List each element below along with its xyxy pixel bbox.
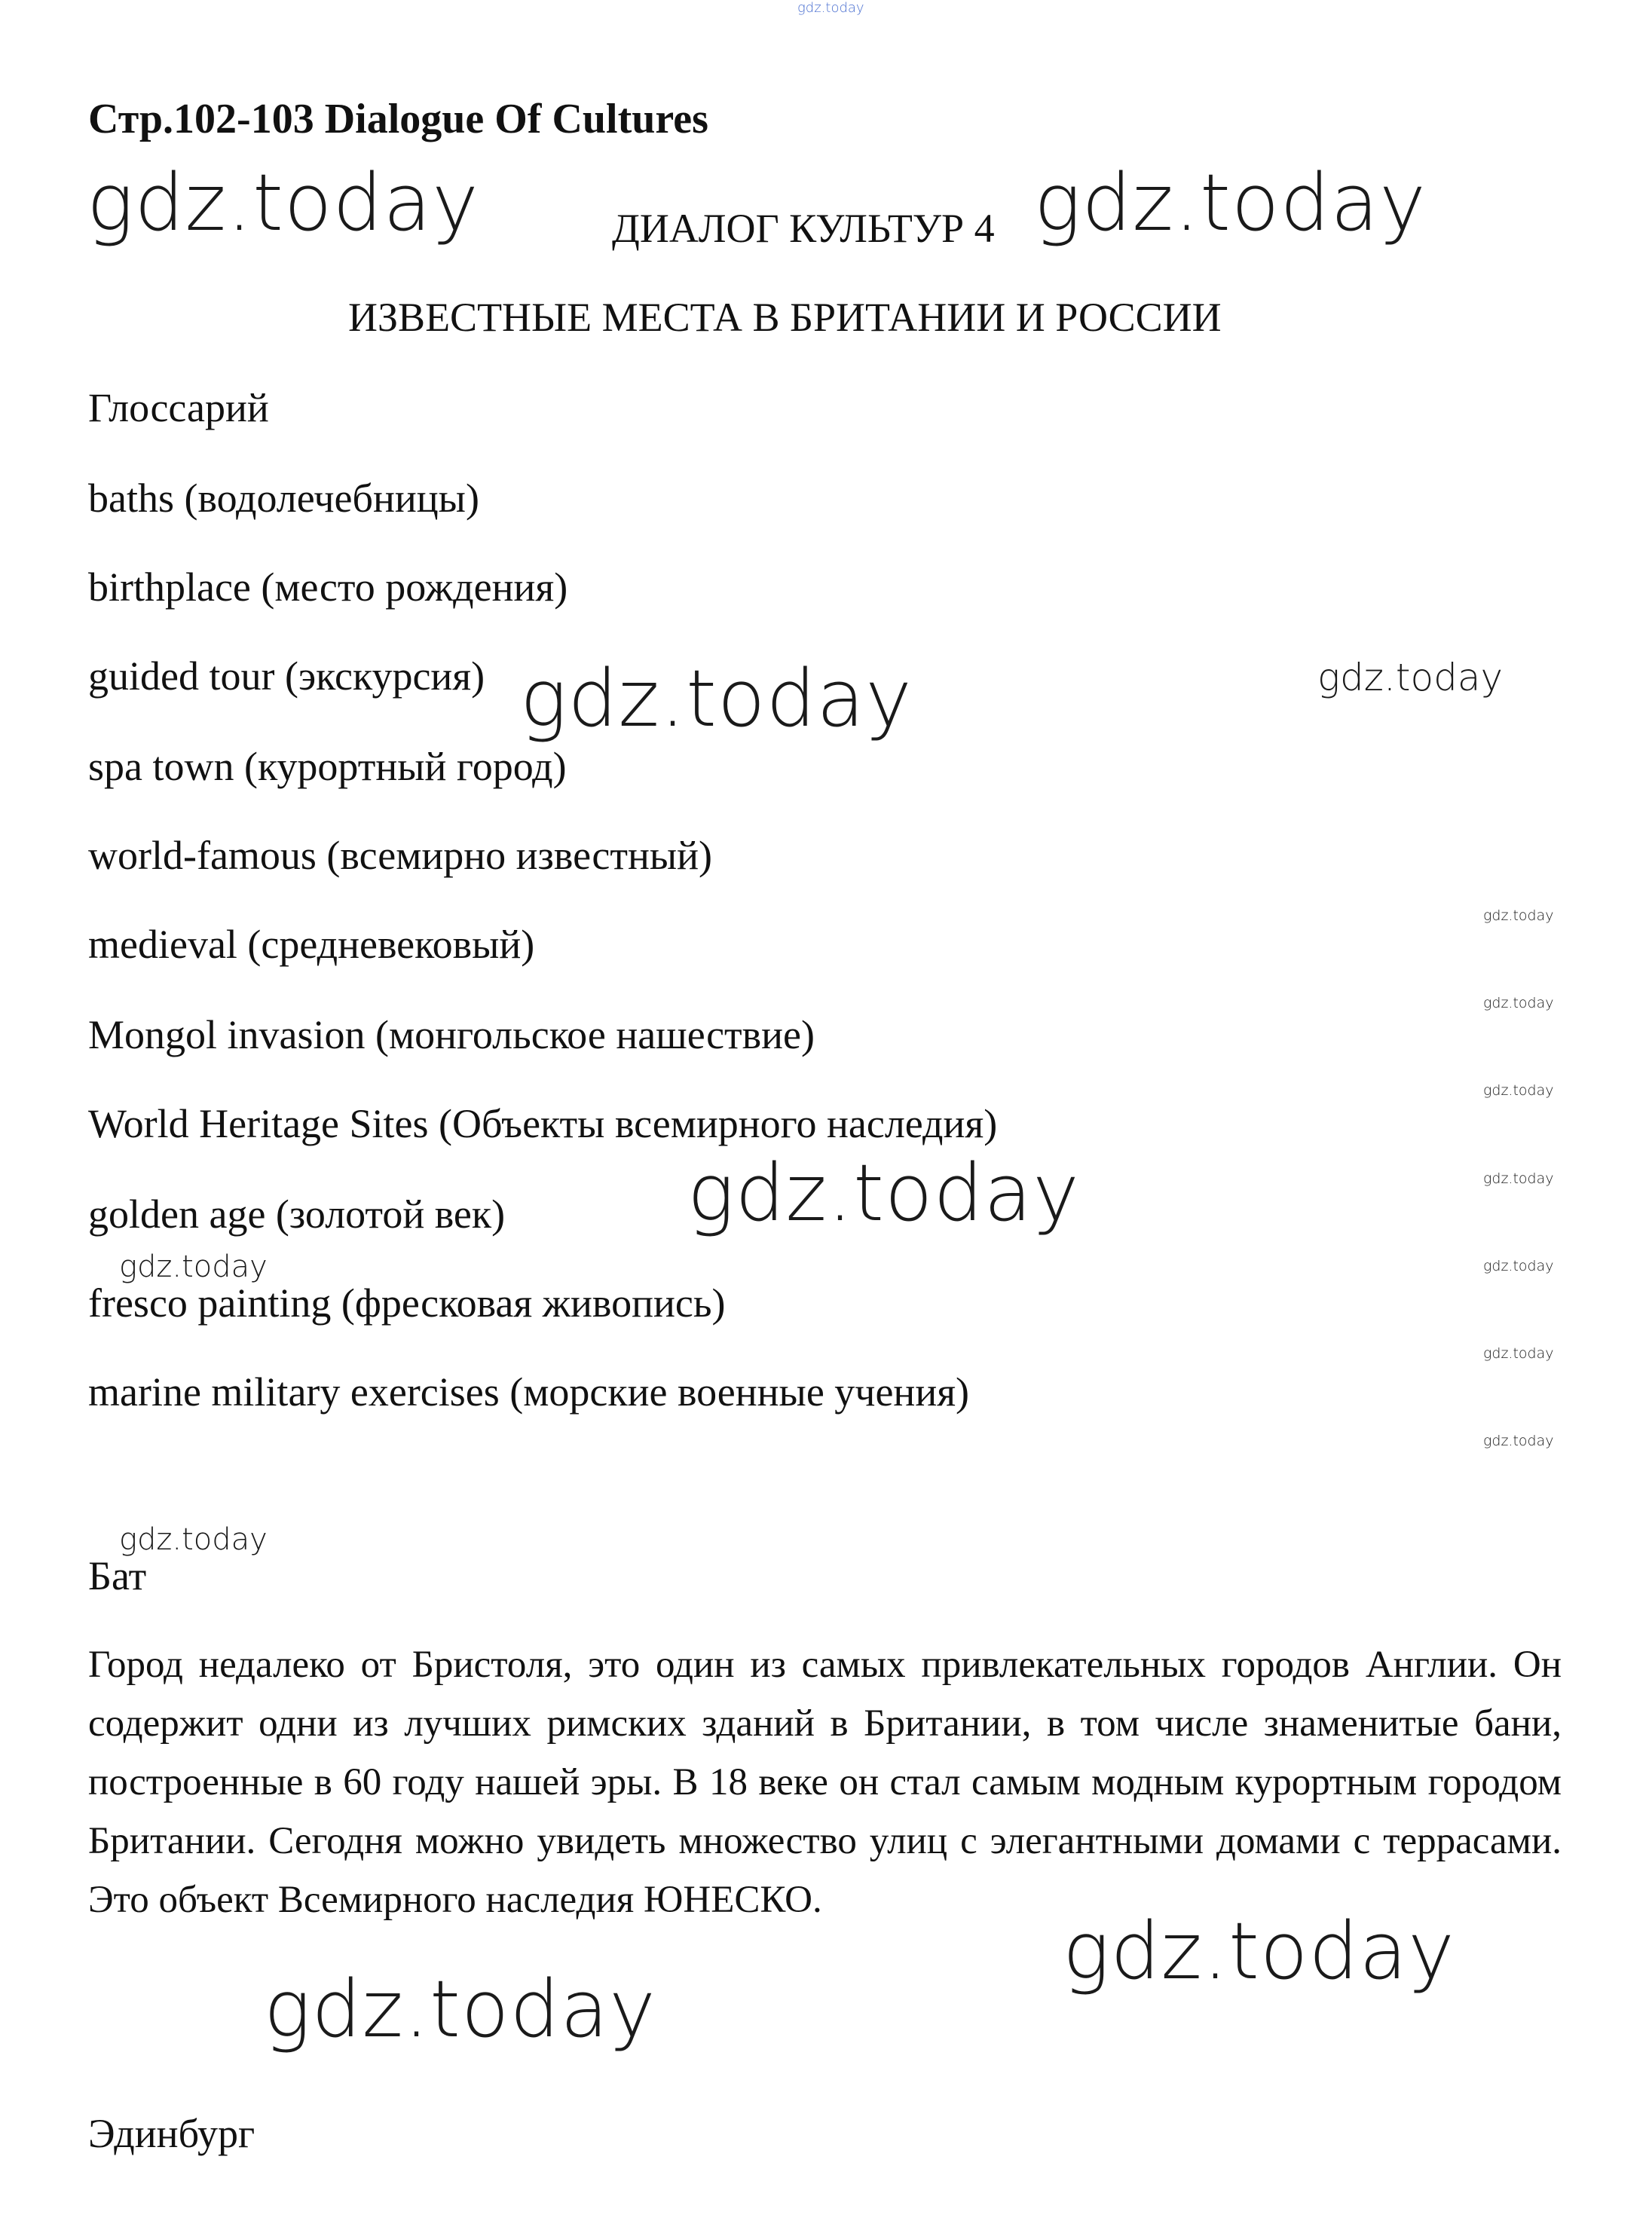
- watermark-small: gdz.today: [1483, 1345, 1554, 1362]
- glossary-heading: Глоссарий: [88, 385, 269, 430]
- glossary-item: guided tour (экскурсия): [88, 653, 485, 699]
- section-text-bath: Город недалеко от Бристоля, это один из самых привлекательных городов Англии. Он содержит одни из лучших римских зданий в Британии, в том числе знаменитые бани, построенные в 60 году нашей эры. В 18 веке он стал самым модным курортным городом Британии. Сегодня можно увидеть множество улиц с элегантными домами с террасами. Это объект Всемирного наследия ЮНЕСКО.: [88, 1644, 1562, 1921]
- watermark: gdz.today: [119, 1250, 268, 1284]
- page-title: Стр.102-103 Dialogue Of Cultures: [88, 96, 708, 142]
- watermark-small: gdz.today: [1483, 1170, 1554, 1187]
- glossary-item: baths (водолечебницы): [88, 476, 479, 521]
- watermark-small: gdz.today: [1483, 1082, 1554, 1099]
- watermark: gdz.today: [520, 653, 913, 745]
- watermark-small: gdz.today: [1483, 1433, 1554, 1449]
- glossary-item: fresco painting (фресковая живопись): [88, 1280, 726, 1326]
- section-heading-edinburgh: Эдинбург: [88, 2111, 255, 2156]
- watermark: gdz.today: [687, 1147, 1080, 1239]
- watermark: gdz.today: [1034, 157, 1427, 249]
- glossary-item: birthplace (место рождения): [88, 564, 568, 610]
- page-subtitle: ДИАЛОГ КУЛЬТУР 4: [612, 206, 995, 251]
- watermark: gdz.today: [264, 1963, 656, 2055]
- glossary-item: medieval (средневековый): [88, 922, 535, 967]
- watermark: gdz.today: [1063, 1905, 1455, 1997]
- watermark-small: gdz.today: [1483, 995, 1554, 1011]
- watermark-small: gdz.today: [1483, 907, 1554, 924]
- watermark: gdz.today: [87, 157, 479, 249]
- glossary-item: golden age (золотой век): [88, 1191, 506, 1237]
- watermark-top: gdz.today: [797, 0, 864, 16]
- watermark-small: gdz.today: [1483, 1258, 1554, 1274]
- topic-heading: ИЗВЕСТНЫЕ МЕСТА В БРИТАНИИ И РОССИИ: [348, 295, 1222, 340]
- section-heading-bath: Бат: [88, 1553, 147, 1598]
- glossary-item: spa town (курортный город): [88, 744, 567, 789]
- glossary-item: Mongol invasion (монгольское нашествие): [88, 1012, 815, 1057]
- glossary-item: marine military exercises (морские военные учения): [88, 1369, 970, 1415]
- glossary-item: world-famous (всемирно известный): [88, 833, 713, 878]
- watermark: gdz.today: [119, 1522, 268, 1557]
- glossary-item: World Heritage Sites (Объекты всемирного наследия): [88, 1101, 998, 1146]
- watermark: gdz.today: [1317, 656, 1504, 699]
